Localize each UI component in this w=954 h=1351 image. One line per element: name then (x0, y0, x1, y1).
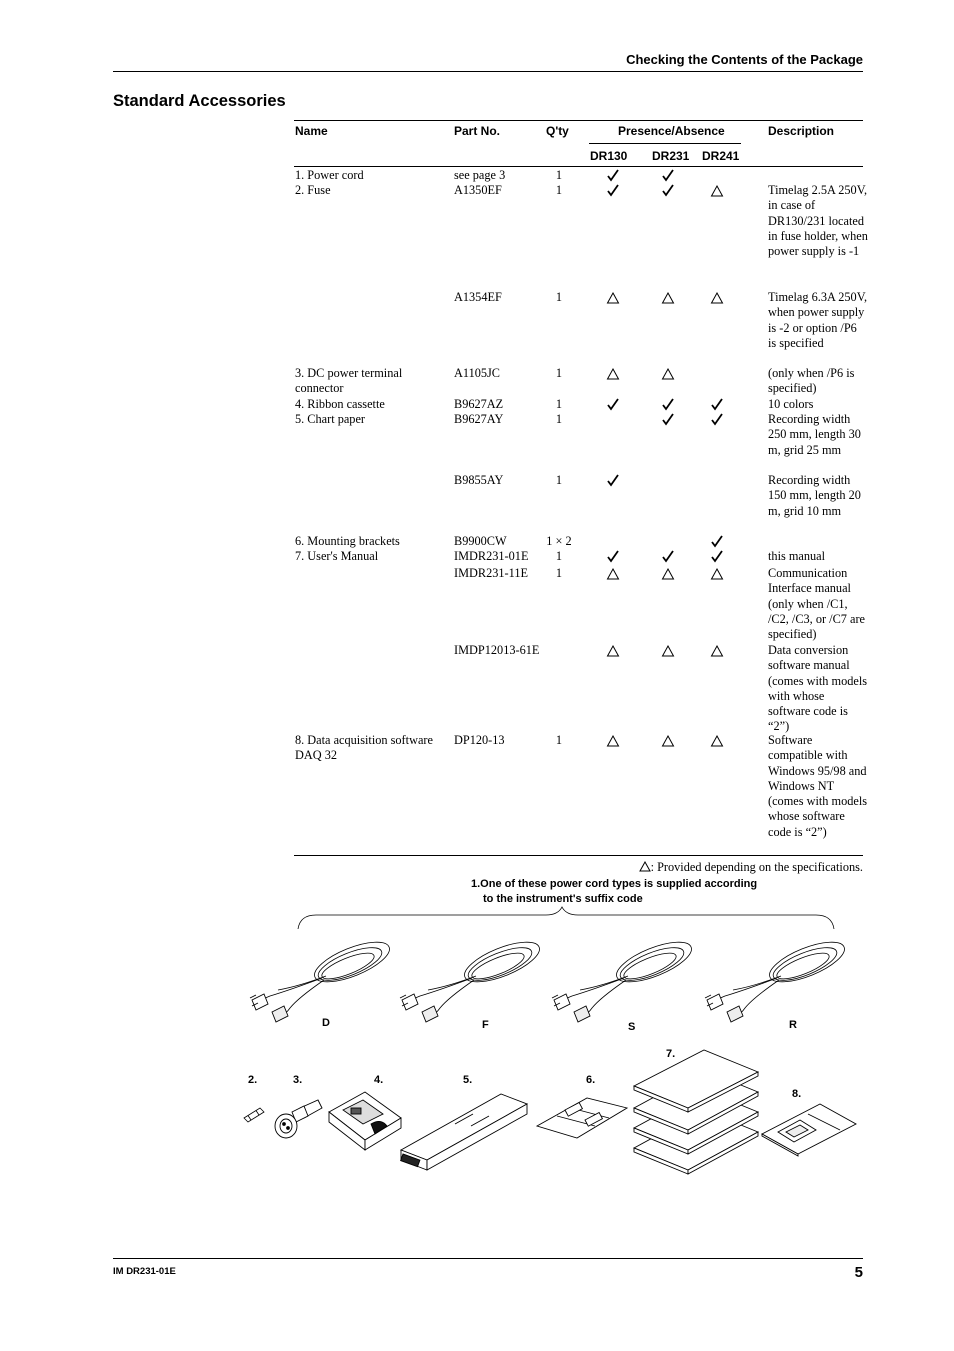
software-package-illustration (760, 1100, 860, 1160)
chart-paper-box-illustration (395, 1090, 535, 1172)
row-part-no: IMDR231-11E (454, 566, 529, 580)
item-label-3: 3. (293, 1074, 303, 1086)
caption-line-1: 1.One of these power cord types is supplied according (471, 878, 758, 890)
check-icon (710, 413, 724, 427)
footnote (639, 860, 863, 875)
triangle-icon (661, 567, 675, 581)
row-description: this manual (768, 549, 826, 563)
row-qty: 1 (555, 168, 563, 182)
row-name: 6. Mounting brackets (295, 534, 400, 548)
grouping-brace (296, 905, 836, 935)
footnote-text: : Provided depending on the specifications. (650, 860, 863, 874)
row-qty: 1 × 2 (546, 534, 572, 548)
table-top-rule (294, 120, 863, 121)
row-name: 1. Power cord (295, 168, 364, 182)
triangle-icon (661, 291, 675, 305)
row-description: Communication Interface manual (only when /C1, /C2, /C3, or /C7 are specified) (768, 566, 866, 642)
row-description: 10 colors (768, 397, 814, 411)
power-cord-caption (471, 877, 757, 907)
row-description: Timelag 6.3A 250V, when power supply is -2 or option /P6 is specified (768, 290, 868, 350)
triangle-icon (710, 567, 724, 581)
row-name: 3. DC power terminal connector (295, 366, 403, 396)
col-header-dr130: DR130 (590, 149, 628, 163)
col-header-qty: Q'ty (546, 124, 569, 138)
row-description: Data conversion software manual (comes with models with whose software code is “2”) (768, 643, 868, 734)
running-header: Checking the Contents of the Package (626, 52, 863, 67)
row-part-no: A1105JC (454, 366, 501, 380)
check-icon (606, 398, 620, 412)
col-header-dr231: DR231 (652, 149, 690, 163)
row-qty: 1 (555, 183, 563, 197)
document-id: IM DR231-01E (113, 1266, 176, 1277)
col-header-presence: Presence/Absence (618, 124, 725, 138)
col-header-description: Description (768, 124, 835, 138)
triangle-icon (606, 367, 620, 381)
power-cord-d-illustration (250, 938, 395, 1023)
triangle-icon (710, 291, 724, 305)
row-part-no: B9900CW (454, 534, 507, 548)
check-icon (710, 398, 724, 412)
check-icon (661, 398, 675, 412)
row-description: Software compatible with Windows 95/98 and Windows NT (comes with models whose software code is “2”) (768, 733, 868, 839)
row-description: Timelag 2.5A 250V, in case of DR130/231 located in fuse holder, when power supply is -1 (768, 183, 868, 259)
row-name: 8. Data acquisition software DAQ 32 (295, 733, 433, 763)
check-icon (661, 413, 675, 427)
row-qty: 1 (555, 733, 563, 747)
row-part-no: A1350EF (454, 183, 502, 197)
check-icon (606, 169, 620, 183)
header-rule (113, 71, 863, 72)
row-qty: 1 (555, 566, 563, 580)
row-qty: 1 (555, 412, 563, 426)
row-part-no: DP120-13 (454, 733, 505, 747)
check-icon (606, 184, 620, 198)
caption-line-2: to the instrument's suffix code (483, 893, 643, 905)
check-icon (606, 474, 620, 488)
users-manuals-illustration (630, 1048, 762, 1196)
triangle-icon (606, 567, 620, 581)
row-qty: 1 (555, 473, 563, 487)
power-cord-f-illustration (400, 938, 545, 1023)
triangle-icon (661, 367, 675, 381)
triangle-icon (606, 291, 620, 305)
row-name: 7. User's Manual (295, 549, 379, 563)
row-part-no: B9627AZ (454, 397, 504, 411)
triangle-icon (710, 644, 724, 658)
triangle-icon (639, 861, 651, 872)
triangle-icon (710, 184, 724, 198)
row-name: 5. Chart paper (295, 412, 365, 426)
row-qty: 1 (555, 366, 563, 380)
cord-label-d: D (322, 1017, 330, 1029)
presence-subrule (589, 143, 741, 144)
check-icon (661, 550, 675, 564)
row-description: (only when /P6 is specified) (768, 366, 855, 396)
triangle-icon (661, 734, 675, 748)
row-name: 4. Ribbon cassette (295, 397, 385, 411)
page-number: 5 (854, 1264, 863, 1281)
row-qty: 1 (555, 397, 563, 411)
cord-label-f: F (482, 1019, 489, 1031)
item-label-5: 5. (463, 1074, 473, 1086)
item-label-6: 6. (586, 1074, 596, 1086)
power-cord-s-illustration (552, 938, 697, 1023)
table-bottom-rule (294, 855, 863, 856)
ribbon-cassette-illustration (325, 1090, 405, 1152)
col-header-name: Name (295, 124, 328, 138)
footer-rule (113, 1258, 863, 1259)
cord-label-s: S (628, 1021, 636, 1033)
row-part-no: IMDP12013-61E (454, 643, 540, 657)
row-description: Recording width 250 mm, length 30 m, grid 25 mm (768, 412, 861, 457)
mounting-brackets-illustration (535, 1092, 630, 1142)
header-bottom-rule (294, 166, 863, 167)
col-header-part-no: Part No. (454, 124, 501, 138)
row-name: 2. Fuse (295, 183, 331, 197)
triangle-icon (606, 644, 620, 658)
check-icon (606, 550, 620, 564)
row-qty: 1 (555, 549, 563, 563)
check-icon (661, 184, 675, 198)
row-qty: 1 (555, 290, 563, 304)
row-part-no: B9627AY (454, 412, 504, 426)
item-label-7: 7. (666, 1048, 676, 1060)
triangle-icon (661, 644, 675, 658)
power-cord-r-illustration (705, 938, 850, 1023)
row-part-no: see page 3 (454, 168, 506, 182)
row-part-no: A1354EF (454, 290, 502, 304)
check-icon (661, 169, 675, 183)
triangle-icon (606, 734, 620, 748)
item-label-2: 2. (248, 1074, 258, 1086)
item-label-4: 4. (374, 1074, 384, 1086)
cord-label-r: R (789, 1019, 797, 1031)
triangle-icon (710, 734, 724, 748)
row-description: Recording width 150 mm, length 20 m, grid 10 mm (768, 473, 861, 518)
fuse-illustration (240, 1102, 270, 1124)
item-label-8: 8. (792, 1088, 802, 1100)
section-title: Standard Accessories (113, 92, 286, 110)
row-part-no: IMDR231-01E (454, 549, 529, 563)
dc-terminal-connector-illustration (270, 1098, 325, 1143)
check-icon (710, 535, 724, 549)
col-header-dr241: DR241 (702, 149, 740, 163)
row-part-no: B9855AY (454, 473, 504, 487)
check-icon (710, 550, 724, 564)
